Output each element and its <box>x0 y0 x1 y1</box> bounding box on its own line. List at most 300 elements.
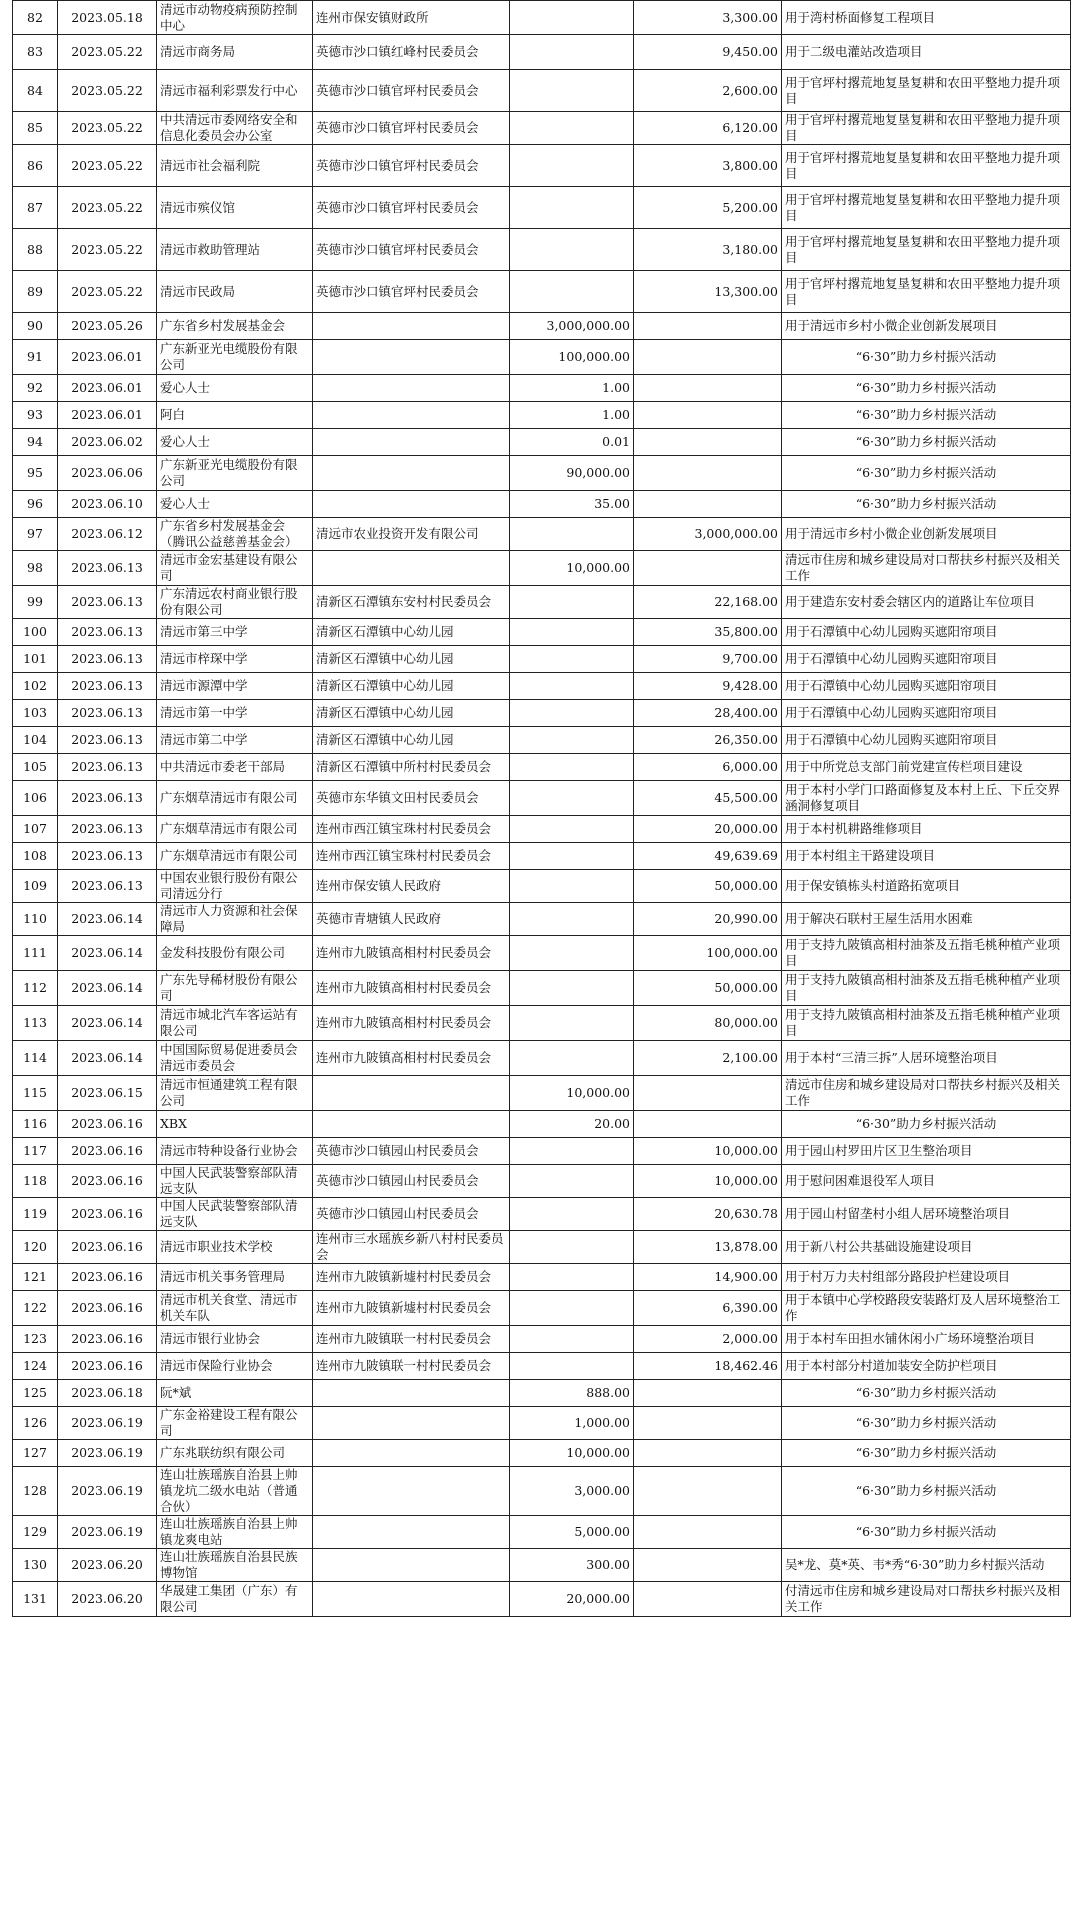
table-row <box>13 340 1071 375</box>
row-amount-disbursed <box>634 1467 782 1516</box>
row-donor: 清远市民政局 <box>157 271 313 313</box>
row-amount-disbursed: 10,000.00 <box>634 1165 782 1198</box>
row-amount-received: 90,000.00 <box>510 456 634 491</box>
row-date: 2023.06.13 <box>58 781 157 816</box>
row-amount-disbursed: 18,462.46 <box>634 1353 782 1380</box>
row-donor: 中国人民武装警察部队清远支队 <box>157 1198 313 1231</box>
row-donor: 清远市源潭中学 <box>157 673 313 700</box>
row-purpose: 用于官坪村撂荒地复垦复耕和农田平整地力提升项目 <box>782 187 1071 229</box>
row-purpose: 用于官坪村撂荒地复垦复耕和农田平整地力提升项目 <box>782 112 1071 145</box>
row-date: 2023.06.14 <box>58 903 157 936</box>
row-date: 2023.06.13 <box>58 843 157 870</box>
row-number: 93 <box>13 402 58 429</box>
table-row <box>13 1111 1071 1138</box>
row-donor: 清远市恒通建筑工程有限公司 <box>157 1076 313 1111</box>
row-amount-disbursed: 100,000.00 <box>634 936 782 971</box>
row-amount-disbursed: 3,800.00 <box>634 145 782 187</box>
row-amount-received: 10,000.00 <box>510 1076 634 1111</box>
row-purpose: 清远市住房和城乡建设局对口帮扶乡村振兴及相关工作 <box>782 1076 1071 1111</box>
table-row <box>13 229 1071 271</box>
row-number: 113 <box>13 1006 58 1041</box>
row-recipient: 连州市九陂镇高相村村民委员会 <box>313 1041 510 1076</box>
row-amount-disbursed: 20,000.00 <box>634 816 782 843</box>
row-amount-disbursed: 5,200.00 <box>634 187 782 229</box>
row-amount-disbursed <box>634 1380 782 1407</box>
row-purpose: 用于村万力夫村组部分路段护栏建设项目 <box>782 1264 1071 1291</box>
row-date: 2023.06.16 <box>58 1353 157 1380</box>
row-number: 103 <box>13 700 58 727</box>
row-purpose: 用于石潭镇中心幼儿园购买遮阳帘项目 <box>782 619 1071 646</box>
row-number: 90 <box>13 313 58 340</box>
row-amount-received <box>510 586 634 619</box>
row-amount-received <box>510 35 634 70</box>
table-row <box>13 1264 1071 1291</box>
row-number: 95 <box>13 456 58 491</box>
table-row <box>13 1326 1071 1353</box>
row-amount-received <box>510 1264 634 1291</box>
row-recipient <box>313 1380 510 1407</box>
row-number: 87 <box>13 187 58 229</box>
row-date: 2023.06.13 <box>58 619 157 646</box>
table-row <box>13 1440 1071 1467</box>
row-amount-received: 0.01 <box>510 429 634 456</box>
row-purpose: 付清远市住房和城乡建设局对口帮扶乡村振兴及相关工作 <box>782 1582 1071 1617</box>
row-date: 2023.06.13 <box>58 586 157 619</box>
row-date: 2023.06.01 <box>58 340 157 375</box>
row-recipient: 连州市九陂镇高相村村民委员会 <box>313 971 510 1006</box>
row-amount-received <box>510 1006 634 1041</box>
row-amount-disbursed: 6,000.00 <box>634 754 782 781</box>
table-row <box>13 70 1071 112</box>
row-amount-disbursed: 45,500.00 <box>634 781 782 816</box>
row-purpose: 用于石潭镇中心幼儿园购买遮阳帘项目 <box>782 646 1071 673</box>
row-purpose: “6·30”助力乡村振兴活动 <box>782 1407 1071 1440</box>
row-amount-received <box>510 903 634 936</box>
row-recipient <box>313 313 510 340</box>
row-purpose: “6·30”助力乡村振兴活动 <box>782 1516 1071 1549</box>
row-purpose: 用于支持九陂镇高相村油茶及五指毛桃种植产业项目 <box>782 1006 1071 1041</box>
row-date: 2023.06.13 <box>58 700 157 727</box>
table-row <box>13 700 1071 727</box>
table-row <box>13 1138 1071 1165</box>
row-number: 125 <box>13 1380 58 1407</box>
row-amount-disbursed <box>634 429 782 456</box>
row-donor: 中国人民武装警察部队清远支队 <box>157 1165 313 1198</box>
row-recipient: 连州市九陂镇新墟村村民委员会 <box>313 1291 510 1326</box>
row-donor: 广东清远农村商业银行股份有限公司 <box>157 586 313 619</box>
row-amount-received <box>510 112 634 145</box>
row-date: 2023.06.20 <box>58 1582 157 1617</box>
row-amount-received: 100,000.00 <box>510 340 634 375</box>
row-date: 2023.05.22 <box>58 187 157 229</box>
row-amount-received: 20.00 <box>510 1111 634 1138</box>
row-purpose: 用于本村组主干路建设项目 <box>782 843 1071 870</box>
row-number: 118 <box>13 1165 58 1198</box>
row-date: 2023.05.22 <box>58 70 157 112</box>
row-recipient: 连州市保安镇财政所 <box>313 1 510 35</box>
table-row <box>13 1 1071 35</box>
row-purpose: 吴*龙、莫*英、韦*秀“6·30”助力乡村振兴活动 <box>782 1549 1071 1582</box>
row-number: 101 <box>13 646 58 673</box>
row-number: 84 <box>13 70 58 112</box>
row-amount-disbursed: 35,800.00 <box>634 619 782 646</box>
row-donor: 清远市梓琛中学 <box>157 646 313 673</box>
row-donor: 中国农业银行股份有限公司清远分行 <box>157 870 313 903</box>
row-date: 2023.06.18 <box>58 1380 157 1407</box>
row-amount-received: 1.00 <box>510 375 634 402</box>
row-number: 119 <box>13 1198 58 1231</box>
row-amount-received: 3,000.00 <box>510 1467 634 1516</box>
row-amount-disbursed <box>634 1111 782 1138</box>
row-recipient: 清新区石潭镇中心幼儿园 <box>313 646 510 673</box>
row-number: 112 <box>13 971 58 1006</box>
row-amount-received: 888.00 <box>510 1380 634 1407</box>
row-recipient: 英德市沙口镇园山村民委员会 <box>313 1138 510 1165</box>
row-amount-disbursed: 49,639.69 <box>634 843 782 870</box>
row-amount-received: 35.00 <box>510 491 634 518</box>
row-date: 2023.05.22 <box>58 145 157 187</box>
row-amount-received <box>510 673 634 700</box>
row-donor: 中国国际贸易促进委员会清远市委员会 <box>157 1041 313 1076</box>
row-purpose: “6·30”助力乡村振兴活动 <box>782 1111 1071 1138</box>
row-number: 130 <box>13 1549 58 1582</box>
row-purpose: “6·30”助力乡村振兴活动 <box>782 429 1071 456</box>
row-amount-disbursed: 22,168.00 <box>634 586 782 619</box>
row-amount-received <box>510 1353 634 1380</box>
row-amount-received: 10,000.00 <box>510 1440 634 1467</box>
row-number: 124 <box>13 1353 58 1380</box>
row-date: 2023.05.22 <box>58 229 157 271</box>
row-donor: 广东新亚光电缆股份有限公司 <box>157 340 313 375</box>
table-row <box>13 187 1071 229</box>
row-number: 108 <box>13 843 58 870</box>
row-date: 2023.06.16 <box>58 1291 157 1326</box>
row-amount-disbursed: 50,000.00 <box>634 971 782 1006</box>
row-recipient: 清远市农业投资开发有限公司 <box>313 518 510 551</box>
row-amount-disbursed <box>634 1516 782 1549</box>
row-amount-received <box>510 187 634 229</box>
row-purpose: “6·30”助力乡村振兴活动 <box>782 340 1071 375</box>
row-number: 109 <box>13 870 58 903</box>
row-donor: 清远市商务局 <box>157 35 313 70</box>
row-purpose: 用于官坪村撂荒地复垦复耕和农田平整地力提升项目 <box>782 229 1071 271</box>
row-purpose: 用于二级电灌站改造项目 <box>782 35 1071 70</box>
row-donor: 清远市救助管理站 <box>157 229 313 271</box>
row-amount-disbursed: 3,000,000.00 <box>634 518 782 551</box>
row-purpose: “6·30”助力乡村振兴活动 <box>782 1440 1071 1467</box>
row-recipient: 英德市沙口镇官坪村民委员会 <box>313 70 510 112</box>
row-number: 106 <box>13 781 58 816</box>
table-row <box>13 903 1071 936</box>
row-amount-received: 1,000.00 <box>510 1407 634 1440</box>
row-amount-disbursed: 2,100.00 <box>634 1041 782 1076</box>
row-date: 2023.06.01 <box>58 375 157 402</box>
row-donor: 爱心人士 <box>157 429 313 456</box>
row-date: 2023.06.13 <box>58 646 157 673</box>
row-purpose: 用于清远市乡村小微企业创新发展项目 <box>782 313 1071 340</box>
row-amount-disbursed <box>634 456 782 491</box>
table-row <box>13 456 1071 491</box>
row-amount-disbursed <box>634 551 782 586</box>
row-purpose: 用于新八村公共基础设施建设项目 <box>782 1231 1071 1264</box>
row-amount-disbursed: 20,990.00 <box>634 903 782 936</box>
row-purpose: “6·30”助力乡村振兴活动 <box>782 491 1071 518</box>
row-number: 85 <box>13 112 58 145</box>
row-amount-received <box>510 518 634 551</box>
table-row <box>13 1291 1071 1326</box>
row-number: 91 <box>13 340 58 375</box>
table-row <box>13 1407 1071 1440</box>
row-recipient: 英德市沙口镇官坪村民委员会 <box>313 271 510 313</box>
row-date: 2023.05.22 <box>58 112 157 145</box>
table-row <box>13 1198 1071 1231</box>
row-recipient: 英德市沙口镇官坪村民委员会 <box>313 187 510 229</box>
table-row <box>13 936 1071 971</box>
table-row <box>13 1380 1071 1407</box>
row-purpose: 用于石潭镇中心幼儿园购买遮阳帘项目 <box>782 673 1071 700</box>
row-recipient: 连州市九陂镇联一村村民委员会 <box>313 1326 510 1353</box>
row-recipient: 英德市沙口镇园山村民委员会 <box>313 1165 510 1198</box>
row-donor: 广东烟草清远市有限公司 <box>157 816 313 843</box>
row-donor: 清远市城北汽车客运站有限公司 <box>157 1006 313 1041</box>
row-amount-received <box>510 1326 634 1353</box>
row-purpose: 用于本村小学门口路面修复及本村上丘、下丘交界涵洞修复项目 <box>782 781 1071 816</box>
row-recipient: 英德市沙口镇官坪村民委员会 <box>313 112 510 145</box>
row-recipient: 连州市九陂镇高相村村民委员会 <box>313 936 510 971</box>
row-amount-received <box>510 271 634 313</box>
row-donor: 中共清远市委网络安全和信息化委员会办公室 <box>157 112 313 145</box>
table-row <box>13 619 1071 646</box>
row-amount-disbursed: 6,390.00 <box>634 1291 782 1326</box>
row-purpose: 用于本村部分村道加装安全防护栏项目 <box>782 1353 1071 1380</box>
row-amount-received <box>510 971 634 1006</box>
row-number: 82 <box>13 1 58 35</box>
row-donor: 华晟建工集团（广东）有限公司 <box>157 1582 313 1617</box>
row-amount-disbursed: 9,700.00 <box>634 646 782 673</box>
row-amount-disbursed: 80,000.00 <box>634 1006 782 1041</box>
row-amount-received <box>510 1291 634 1326</box>
row-donor: 广东金裕建设工程有限公司 <box>157 1407 313 1440</box>
table-row <box>13 1231 1071 1264</box>
table-row <box>13 971 1071 1006</box>
row-donor: 清远市机关食堂、清远市机关车队 <box>157 1291 313 1326</box>
row-amount-disbursed <box>634 375 782 402</box>
row-recipient: 清新区石潭镇中心幼儿园 <box>313 673 510 700</box>
row-amount-disbursed: 3,180.00 <box>634 229 782 271</box>
row-donor: 阿白 <box>157 402 313 429</box>
table-row <box>13 518 1071 551</box>
row-donor: 爱心人士 <box>157 491 313 518</box>
row-recipient <box>313 340 510 375</box>
row-recipient: 清新区石潭镇东安村村民委员会 <box>313 586 510 619</box>
row-recipient: 清新区石潭镇中所村村民委员会 <box>313 754 510 781</box>
row-amount-received <box>510 781 634 816</box>
row-number: 129 <box>13 1516 58 1549</box>
row-number: 102 <box>13 673 58 700</box>
row-date: 2023.06.06 <box>58 456 157 491</box>
row-amount-received <box>510 700 634 727</box>
row-amount-received: 5,000.00 <box>510 1516 634 1549</box>
row-donor: 清远市第二中学 <box>157 727 313 754</box>
row-donor: 清远市第一中学 <box>157 700 313 727</box>
row-amount-received <box>510 1041 634 1076</box>
row-donor: 清远市金宏基建设有限公司 <box>157 551 313 586</box>
row-date: 2023.06.16 <box>58 1231 157 1264</box>
row-date: 2023.06.15 <box>58 1076 157 1111</box>
row-amount-disbursed <box>634 340 782 375</box>
row-amount-disbursed <box>634 1549 782 1582</box>
row-donor: 广东新亚光电缆股份有限公司 <box>157 456 313 491</box>
row-number: 98 <box>13 551 58 586</box>
row-recipient <box>313 429 510 456</box>
table-row <box>13 646 1071 673</box>
table-row <box>13 781 1071 816</box>
row-recipient: 连州市九陂镇高相村村民委员会 <box>313 1006 510 1041</box>
row-recipient <box>313 402 510 429</box>
row-recipient: 英德市东华镇文田村民委员会 <box>313 781 510 816</box>
row-amount-disbursed <box>634 1582 782 1617</box>
row-purpose: 用于中所党总支部门前党建宣传栏项目建设 <box>782 754 1071 781</box>
row-purpose: 用于支持九陂镇高相村油茶及五指毛桃种植产业项目 <box>782 936 1071 971</box>
row-number: 127 <box>13 1440 58 1467</box>
row-amount-received <box>510 1198 634 1231</box>
row-date: 2023.06.16 <box>58 1198 157 1231</box>
row-recipient <box>313 1440 510 1467</box>
row-date: 2023.06.16 <box>58 1165 157 1198</box>
row-amount-disbursed: 50,000.00 <box>634 870 782 903</box>
row-recipient: 连州市西江镇宝珠村村民委员会 <box>313 843 510 870</box>
row-purpose: 用于本镇中心学校路段安装路灯及人居环境整治工作 <box>782 1291 1071 1326</box>
row-amount-disbursed <box>634 491 782 518</box>
row-date: 2023.06.01 <box>58 402 157 429</box>
row-amount-disbursed: 26,350.00 <box>634 727 782 754</box>
table-row <box>13 816 1071 843</box>
row-donor: 清远市职业技术学校 <box>157 1231 313 1264</box>
table-row <box>13 673 1071 700</box>
row-amount-disbursed: 2,600.00 <box>634 70 782 112</box>
row-purpose: 用于官坪村撂荒地复垦复耕和农田平整地力提升项目 <box>782 145 1071 187</box>
row-number: 92 <box>13 375 58 402</box>
row-donor: 广东烟草清远市有限公司 <box>157 843 313 870</box>
row-number: 104 <box>13 727 58 754</box>
row-recipient: 清新区石潭镇中心幼儿园 <box>313 727 510 754</box>
row-date: 2023.06.16 <box>58 1138 157 1165</box>
row-recipient: 英德市沙口镇红峰村民委员会 <box>313 35 510 70</box>
row-donor: 广东省乡村发展基金会 <box>157 313 313 340</box>
row-number: 107 <box>13 816 58 843</box>
table-row <box>13 271 1071 313</box>
table-row <box>13 1076 1071 1111</box>
row-donor: XBX <box>157 1111 313 1138</box>
row-number: 111 <box>13 936 58 971</box>
row-date: 2023.06.02 <box>58 429 157 456</box>
row-purpose: 用于建造东安村委会辖区内的道路让车位项目 <box>782 586 1071 619</box>
row-purpose: 用于本村“三清三拆”人居环境整治项目 <box>782 1041 1071 1076</box>
row-date: 2023.06.20 <box>58 1549 157 1582</box>
row-amount-received: 10,000.00 <box>510 551 634 586</box>
row-date: 2023.05.22 <box>58 271 157 313</box>
table-row <box>13 1006 1071 1041</box>
row-number: 99 <box>13 586 58 619</box>
table-row <box>13 491 1071 518</box>
table-row <box>13 145 1071 187</box>
row-amount-received: 1.00 <box>510 402 634 429</box>
ledger-body <box>13 1 1071 1617</box>
row-donor: 阮*斌 <box>157 1380 313 1407</box>
row-donor: 清远市保险行业协会 <box>157 1353 313 1380</box>
row-amount-received <box>510 816 634 843</box>
row-recipient <box>313 1582 510 1617</box>
table-row <box>13 402 1071 429</box>
row-date: 2023.06.19 <box>58 1516 157 1549</box>
row-amount-disbursed: 9,428.00 <box>634 673 782 700</box>
row-date: 2023.06.19 <box>58 1440 157 1467</box>
row-amount-received <box>510 646 634 673</box>
row-purpose: 用于清远市乡村小微企业创新发展项目 <box>782 518 1071 551</box>
row-donor: 清远市动物疫病预防控制中心 <box>157 1 313 35</box>
table-row <box>13 1165 1071 1198</box>
row-date: 2023.06.13 <box>58 754 157 781</box>
row-donor: 广东省乡村发展基金会（腾讯公益慈善基金会） <box>157 518 313 551</box>
table-row <box>13 1353 1071 1380</box>
row-donor: 清远市特种设备行业协会 <box>157 1138 313 1165</box>
table-row <box>13 1041 1071 1076</box>
row-amount-disbursed: 6,120.00 <box>634 112 782 145</box>
row-purpose: “6·30”助力乡村振兴活动 <box>782 1467 1071 1516</box>
row-donor: 中共清远市委老干部局 <box>157 754 313 781</box>
row-amount-received <box>510 1231 634 1264</box>
row-donor: 金发科技股份有限公司 <box>157 936 313 971</box>
row-purpose: “6·30”助力乡村振兴活动 <box>782 456 1071 491</box>
row-amount-disbursed: 20,630.78 <box>634 1198 782 1231</box>
row-date: 2023.06.19 <box>58 1467 157 1516</box>
row-recipient <box>313 1076 510 1111</box>
row-recipient <box>313 456 510 491</box>
row-donor: 清远市福利彩票发行中心 <box>157 70 313 112</box>
row-number: 115 <box>13 1076 58 1111</box>
table-row <box>13 1516 1071 1549</box>
table-row <box>13 1549 1071 1582</box>
row-recipient: 连州市三水瑶族乡新八村村民委员会 <box>313 1231 510 1264</box>
row-amount-disbursed: 3,300.00 <box>634 1 782 35</box>
row-amount-disbursed: 28,400.00 <box>634 700 782 727</box>
donation-ledger-table <box>12 0 1071 1617</box>
row-date: 2023.06.13 <box>58 870 157 903</box>
row-recipient: 清新区石潭镇中心幼儿园 <box>313 619 510 646</box>
row-amount-disbursed: 14,900.00 <box>634 1264 782 1291</box>
row-date: 2023.06.13 <box>58 816 157 843</box>
row-amount-disbursed: 10,000.00 <box>634 1138 782 1165</box>
row-amount-received <box>510 1 634 35</box>
row-date: 2023.06.12 <box>58 518 157 551</box>
row-purpose: 用于石潭镇中心幼儿园购买遮阳帘项目 <box>782 700 1071 727</box>
row-amount-received <box>510 843 634 870</box>
row-recipient: 连州市九陂镇联一村村民委员会 <box>313 1353 510 1380</box>
row-amount-received <box>510 754 634 781</box>
row-number: 86 <box>13 145 58 187</box>
row-donor: 广东兆联纺织有限公司 <box>157 1440 313 1467</box>
row-recipient <box>313 1516 510 1549</box>
row-recipient: 连州市保安镇人民政府 <box>313 870 510 903</box>
row-donor: 爱心人士 <box>157 375 313 402</box>
row-purpose: 用于本村车田担水铺休闲小广场环境整治项目 <box>782 1326 1071 1353</box>
row-purpose: 用于园山村留垄村小组人居环境整治项目 <box>782 1198 1071 1231</box>
row-recipient <box>313 491 510 518</box>
table-row <box>13 112 1071 145</box>
row-purpose: 用于慰问困难退役军人项目 <box>782 1165 1071 1198</box>
row-amount-disbursed: 9,450.00 <box>634 35 782 70</box>
row-donor: 清远市人力资源和社会保障局 <box>157 903 313 936</box>
